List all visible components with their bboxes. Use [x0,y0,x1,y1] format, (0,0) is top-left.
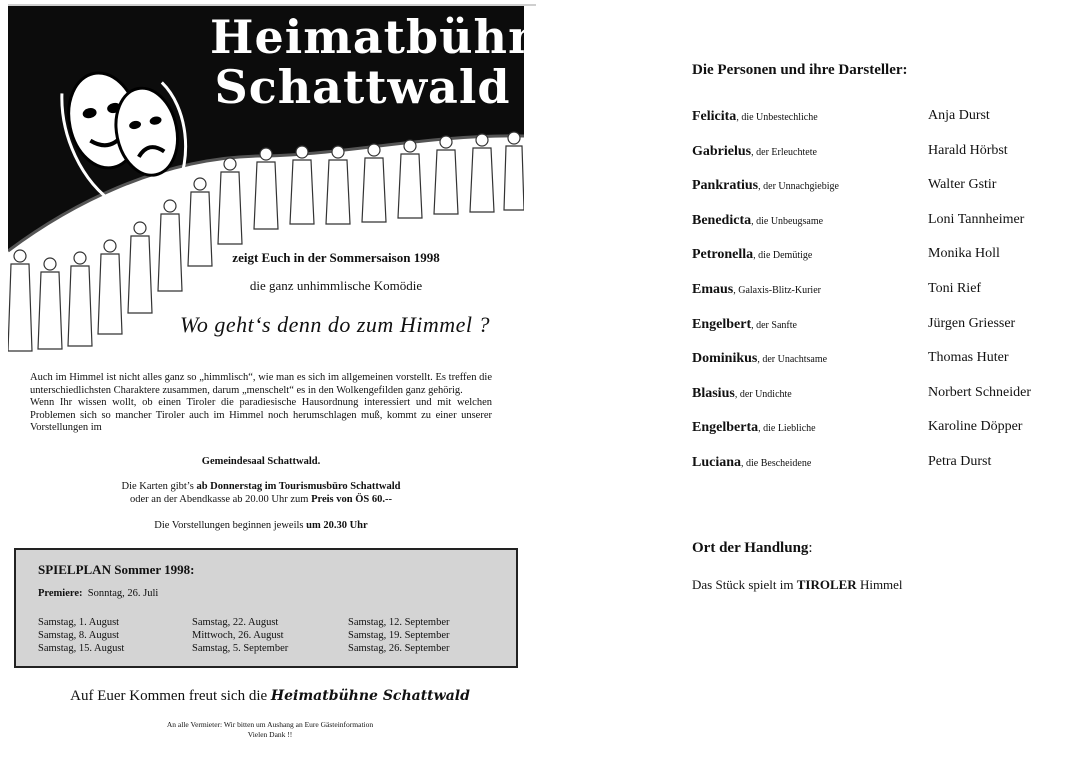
tagline: zeigt Euch in der Sommersaison 1998 [232,250,440,265]
showtime-time: um 20.30 Uhr [306,520,368,531]
schedule-date: Samstag, 26. September [348,643,450,654]
role [692,454,811,471]
role-name: Engelberta [692,420,759,436]
description-paragraph-1: Auch im Himmel ist nicht alles ganz so „himmlisch“, wie man es sich im allgemeinen vorstellt. Es treffen die unterschiedlichsten Charaktere zusammen, darum „menschelt“ es in den Wolkengefilden ganz gehörig. [30,372,492,396]
schedule-date: Samstag, 19. September [348,630,450,641]
actor-name: Monika Holl [928,246,1000,262]
role [692,419,816,436]
role-description: , die Unbestechliche [736,112,818,123]
actor-name: Loni Tannheimer [928,211,1025,227]
place-heading [692,540,813,557]
description-paragraph-2: Wenn Ihr wissen wollt, ob einen Tiroler die paradiesische Hausordnung interessiert und mit welchen Problemen sich so mancher Tiroler auch im Himmel noch herumschlagen muß, kommt zu einer unserer Vorstellungen im [30,397,492,433]
place-text [692,577,903,593]
cast-row [692,212,1072,247]
subtitle: die ganz unhimmlische Komödie [249,278,423,293]
actor-name: Harald Hörbst [928,142,1008,158]
role-description: , der Undichte [734,388,792,400]
role-name: Engelbert [692,316,752,332]
cast-page [680,0,1073,757]
role-description: , Galaxis-Blitz-Kurier [733,284,821,296]
place-heading-text: Ort der Handlung [692,540,809,556]
cast-row [692,246,1072,281]
role-description: , der Sanfte [751,319,797,331]
cast-row [692,281,1072,316]
role-description: , die Bescheidene [741,457,812,469]
role-description: , die Demütige [753,250,813,262]
closing-prefix: Auf Euer Kommen freut sich die [70,688,271,704]
banner-title-line2: Schattwald [214,60,511,114]
premiere-label: Premiere: [38,588,83,599]
schedule-date: Samstag, 8. August [38,630,120,641]
place-suffix: Himmel [856,577,903,592]
schedule-date: Samstag, 5. September [192,643,289,654]
ticket-price: Preis von ÖS 60.-- [311,494,392,505]
schedule-column-3 [348,616,449,655]
cast-row [692,143,1072,178]
role-name: Benedicta [692,212,752,228]
actor-name: Toni Rief [928,280,982,296]
role [692,350,827,367]
role-description: , der Unachtsame [757,354,828,366]
ticket-info-line1 [30,481,492,494]
closing-name: Heimatbühne Schattwald [270,688,470,704]
cast-row [692,177,1072,212]
banner-title-line1: Heimatbühne [210,10,573,64]
cast-row [692,385,1072,420]
cast-row [692,316,1072,351]
actor-name: Norbert Schneider [928,384,1032,400]
showtime-prefix: Die Vorstellungen beginnen jeweils [154,520,307,531]
cast-row [692,108,1072,143]
role-description: , die Unbeugsame [751,215,824,227]
place-bold: TIROLER [796,577,857,592]
actor-name: Petra Durst [928,453,992,469]
ticket-price-prefix: oder an der Abendkasse ab 20.00 Uhr zum [130,494,312,505]
role-name: Petronella [692,247,754,263]
cast-heading: Die Personen und ihre Darsteller: [692,62,908,78]
premiere [38,588,158,599]
actor-name: Thomas Huter [928,350,1009,366]
role [692,385,792,402]
thanks-note: Vielen Dank !! [247,730,293,739]
role-name: Blasius [692,385,735,401]
role [692,246,812,263]
schedule-box [14,548,518,668]
role [692,212,823,229]
place-prefix: Das Stück spielt im [692,577,797,592]
ticket-info-prefix: Die Karten gibt’s [121,481,197,492]
play-title: Wo geht‘s denn do zum Himmel ? [180,312,490,337]
cast-row [692,419,1072,454]
ticket-info-bold: ab Donnerstag im Tourismusbüro Schattwald [196,481,401,492]
actor-name: Walter Gstir [928,177,997,193]
schedule-date: Samstag, 1. August [38,617,120,628]
role-name: Dominikus [692,351,758,367]
role-description: , die Liebliche [758,423,816,435]
schedule-date: Samstag, 12. September [348,617,450,628]
schedule-column-1 [38,616,124,655]
schedule-date: Samstag, 22. August [192,617,279,628]
role-name: Emaus [692,281,734,297]
role-name: Luciana [692,454,742,470]
actor-name: Jürgen Griesser [928,315,1016,331]
schedule-column-2 [192,616,288,655]
role-name: Gabrielus [692,143,752,159]
venue: Gemeindesaal Schattwald. [201,456,321,467]
schedule-date: Samstag, 15. August [38,643,125,654]
closing-line [40,688,500,705]
role [692,143,817,160]
role-name: Pankratius [692,178,759,194]
description [30,372,492,435]
schedule-date: Mittwoch, 26. August [192,630,284,641]
schedule-title: SPIELPLAN Sommer 1998: [38,562,195,577]
cast-row [692,350,1072,385]
premiere-date: Sonntag, 26. Juli [87,588,159,599]
cast-row [692,454,1072,489]
role-name: Felicita [692,109,737,124]
showtime [30,520,492,533]
role-description: , der Unnachgiebige [758,181,839,193]
ticket-info-line2 [30,494,492,507]
role-description: , der Erleuchtete [751,146,817,158]
landlord-note: An alle Vermieter: Wir bitten um Aushang an Eure Gästeinformation [166,720,374,729]
banner-title [210,10,573,114]
actor-name: Karoline Döpper [928,419,1023,435]
role [692,108,818,125]
place-heading-colon: : [808,540,813,556]
role [692,316,797,333]
role [692,281,821,298]
cast-list [692,108,1072,489]
role [692,177,839,194]
actor-name: Anja Durst [928,108,990,123]
